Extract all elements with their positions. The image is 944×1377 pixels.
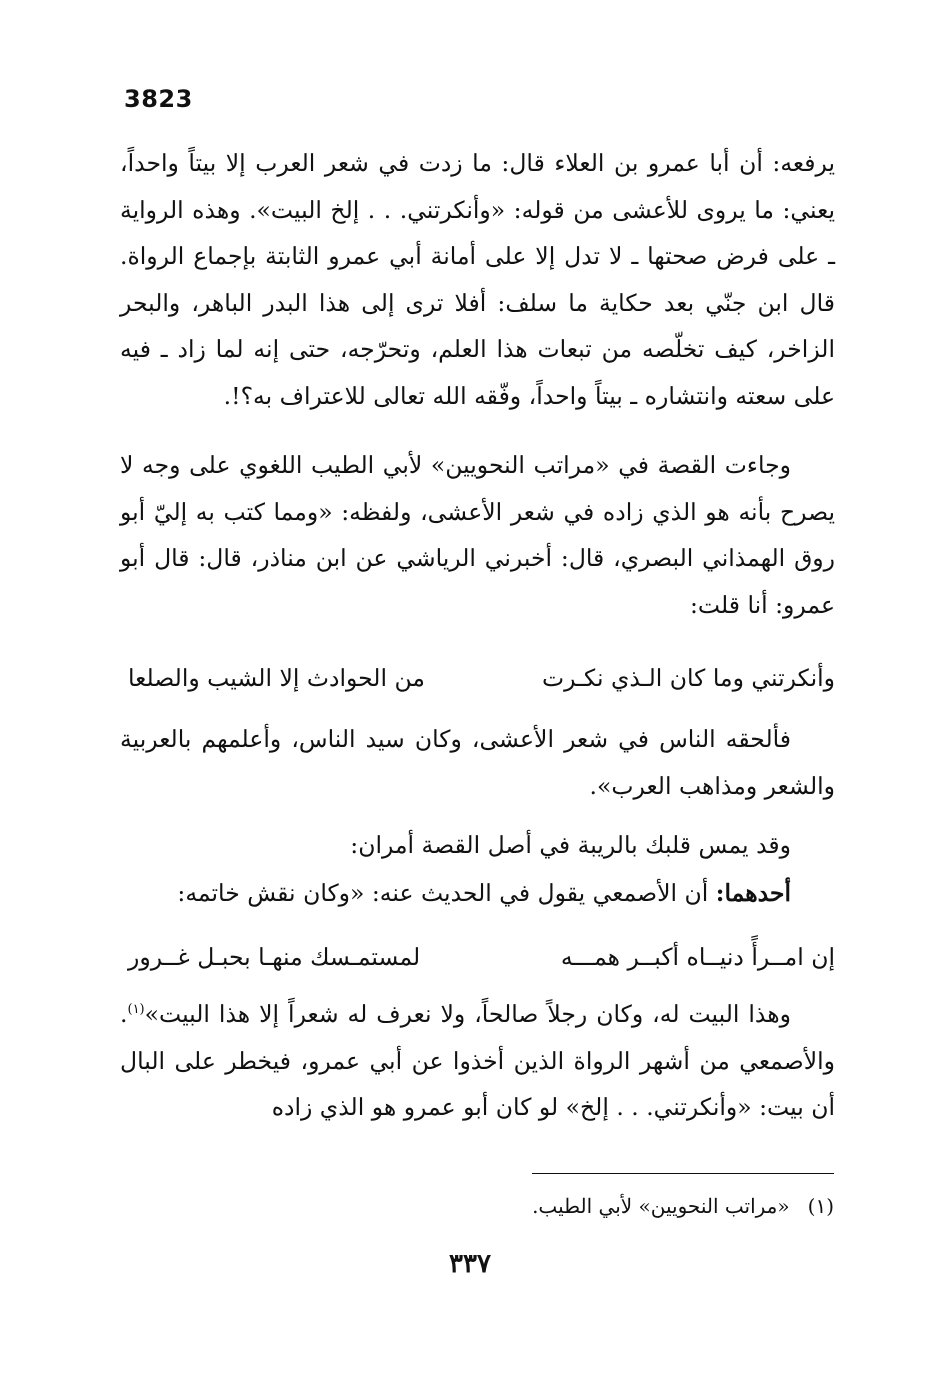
paragraph-4 xyxy=(120,822,835,869)
paragraph-6-part-a: وهذا البيت له، وكان رجلاً صالحاً، ولا نعرف له شعراً إلا هذا البيت» xyxy=(144,1000,791,1028)
paragraph-5-lead: أحدهما: xyxy=(715,879,791,907)
footnote-text: «مراتب النحويين» لأبي الطيب. xyxy=(532,1194,790,1218)
verse-1-second-hemistich: من الحوادث إلا الشيب والصلعا xyxy=(128,664,425,692)
footnote-separator xyxy=(532,1173,834,1174)
verse-2 xyxy=(120,935,835,979)
paragraph-3 xyxy=(120,716,835,809)
page-number-latin: 3823 xyxy=(124,85,193,113)
verse-1-first-hemistich: وأنكرتني وما كان الـذي نكـرت xyxy=(542,664,835,692)
paragraph-6 xyxy=(120,991,835,1131)
paragraph-1 xyxy=(120,140,835,419)
paragraph-3-text: فألحقه الناس في شعر الأعشى، وكان سيد الناس، وأعلمهم بالعربية والشعر ومذاهب العرب». xyxy=(120,725,835,800)
paragraph-2 xyxy=(120,442,835,628)
paragraph-1-text: يرفعه: أن أبا عمرو بن العلاء قال: ما زدت في شعر العرب إلا بيتاً واحداً، يعني: ما يروى للأعشى من قوله: «وأنكرتني. . . إلخ البيت». وهذه الرواية ـ على فرض صحتها ـ لا تدل إلا على أمانة أبي عمرو الثابتة بإجماع الرواة. قال ابن جنّي بعد حكاية ما سلف: أفلا ترى إلى هذا البدر الباهر، والبحر الزاخر، كيف تخلّصه من تبعات هذا العلم، وتحرّجه، حتى إنه لما زاد ـ فيه على سعته وانتشاره ـ بيتاً واحداً، وفّقه الله تعالى للاعتراف به؟!. xyxy=(120,149,835,410)
footnote-number: (١) xyxy=(807,1194,834,1218)
paragraph-4-text: وقد يمس قلبك بالريبة في أصل القصة أمران: xyxy=(350,831,791,859)
paragraph-5-text xyxy=(120,870,835,917)
paragraph-2-text: وجاءت القصة في «مراتب النحويين» لأبي الطيب اللغوي على وجه لا يصرح بأنه هو الذي زاده في شعر الأعشى، ولفظه: «ومما كتب به إليّ أبو روق الهمذاني البصري، قال: أخبرني الرياشي عن ابن مناذر، قال: قال أبو عمرو: أنا قلت: xyxy=(120,451,835,619)
page-number-arabic: ٣٣٧ xyxy=(449,1249,491,1279)
paragraph-5-rest: أن الأصمعي يقول في الحديث عنه: «وكان نقش خاتمه: xyxy=(177,879,716,907)
footnote xyxy=(532,1190,834,1222)
verse-2-second-hemistich: لمستمـسك منهـا بحبـل غــرور xyxy=(128,943,421,971)
footnote-reference[interactable]: (١) xyxy=(127,1002,145,1018)
paragraph-6-part-b: . والأصمعي من أشهر الرواة الذين أخذوا عن أبي عمرو، فيخطر على البال أن بيت: «وأنكرتني. . . إلخ» لو كان أبو عمرو هو الذي زاده xyxy=(120,1000,835,1121)
verse-1 xyxy=(120,656,835,700)
paragraph-6-text xyxy=(120,991,835,1131)
verse-2-first-hemistich: إن امــرأً دنيــاه أكبــر همـــه xyxy=(560,943,835,971)
paragraph-5 xyxy=(120,870,835,917)
